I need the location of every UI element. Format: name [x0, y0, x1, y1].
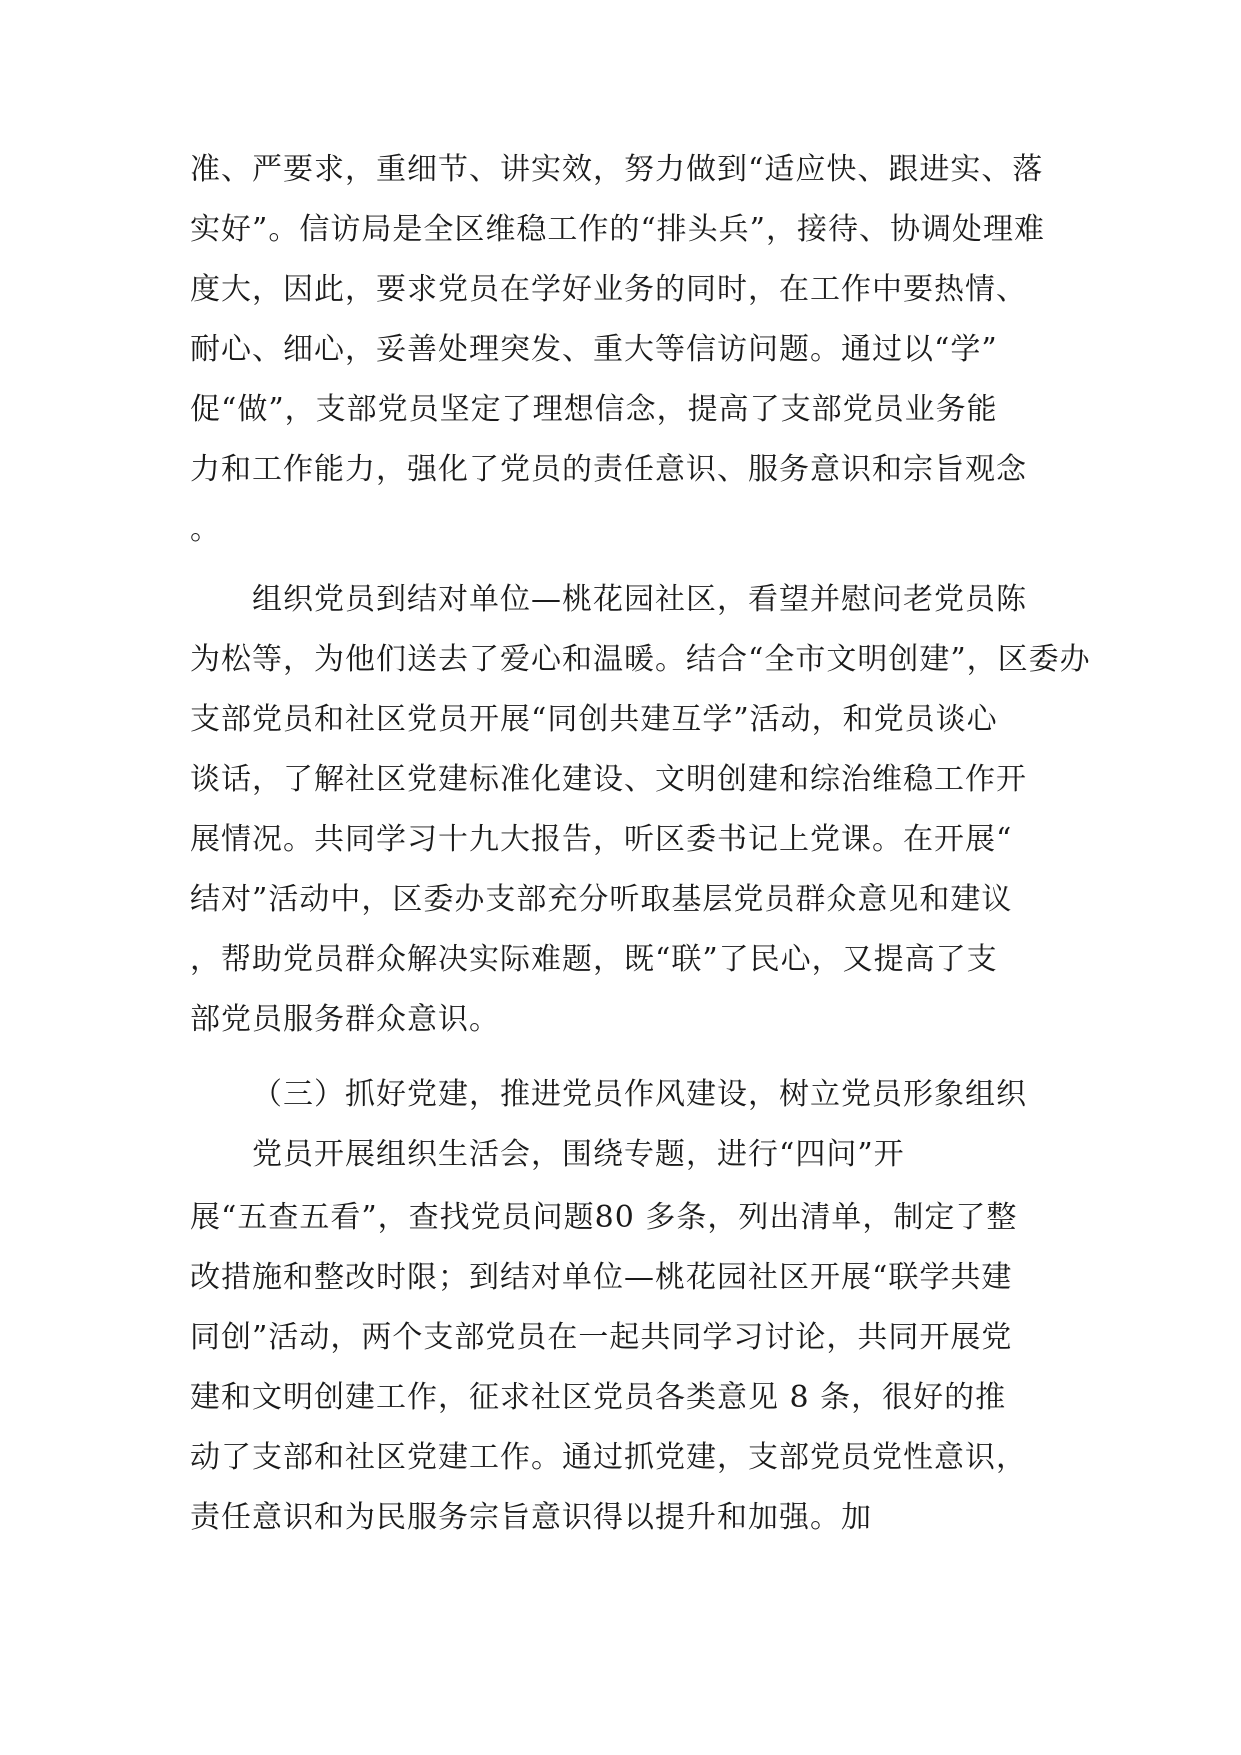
text-line: 实好”。信访局是全区维稳工作的“排头兵”，接待、协调处理难: [190, 212, 1046, 247]
text-line: 部党员服务群众意识。: [190, 1002, 500, 1037]
text-line: 结对”活动中，区委办支部充分听取基层党员群众意见和建议: [190, 882, 1013, 917]
text-line: 。: [190, 512, 221, 547]
paragraph-start-line: 党员开展组织生活会，围绕专题，进行“四问”开: [252, 1137, 905, 1172]
text-line: 度大，因此，要求党员在学好业务的同时，在工作中要热情、: [190, 272, 1027, 307]
text-line: 责任意识和为民服务宗旨意识得以提升和加强。加: [190, 1500, 872, 1535]
text-line: 力和工作能力，强化了党员的责任意识、服务意识和宗旨观念: [190, 452, 1027, 487]
text-line: 建和文明创建工作，征求社区党员各类意见 8 条，很好的推: [190, 1380, 1007, 1415]
text-line: 耐心、细心，妥善处理突发、重大等信访问题。通过以“学”: [190, 332, 998, 367]
text-line: 展“五查五看”，查找党员问题80 多条，列出清单，制定了整: [190, 1200, 1018, 1235]
text-line: 为松等，为他们送去了爱心和温暖。结合“全市文明创建”，区委办: [190, 642, 1091, 677]
paragraph-start-line: 组织党员到结对单位—桃花园社区，看望并慰问老党员陈: [252, 582, 1027, 617]
text-line: 展情况。共同学习十九大报告，听区委书记上党课。在开展“: [190, 822, 1013, 857]
text-line: 促“做”，支部党员坚定了理想信念，提高了支部党员业务能: [190, 392, 998, 427]
text-line: 支部党员和社区党员开展“同创共建互学”活动，和党员谈心: [190, 702, 998, 737]
section-heading: （三）抓好党建，推进党员作风建设，树立党员形象组织: [252, 1077, 1027, 1112]
text-line: 动了支部和社区党建工作。通过抓党建，支部党员党性意识，: [190, 1440, 1027, 1475]
text-line: 改措施和整改时限；到结对单位—桃花园社区开展“联学共建: [190, 1260, 1013, 1295]
text-line: 谈话，了解社区党建标准化建设、文明创建和综治维稳工作开: [190, 762, 1027, 797]
text-line: ，帮助党员群众解决实际难题，既“联”了民心，又提高了支: [190, 942, 998, 977]
text-line: 同创”活动，两个支部党员在一起共同学习讨论，共同开展党: [190, 1320, 1013, 1355]
text-line: 准、严要求，重细节、讲实效，努力做到“适应快、跟进实、落: [190, 152, 1044, 187]
